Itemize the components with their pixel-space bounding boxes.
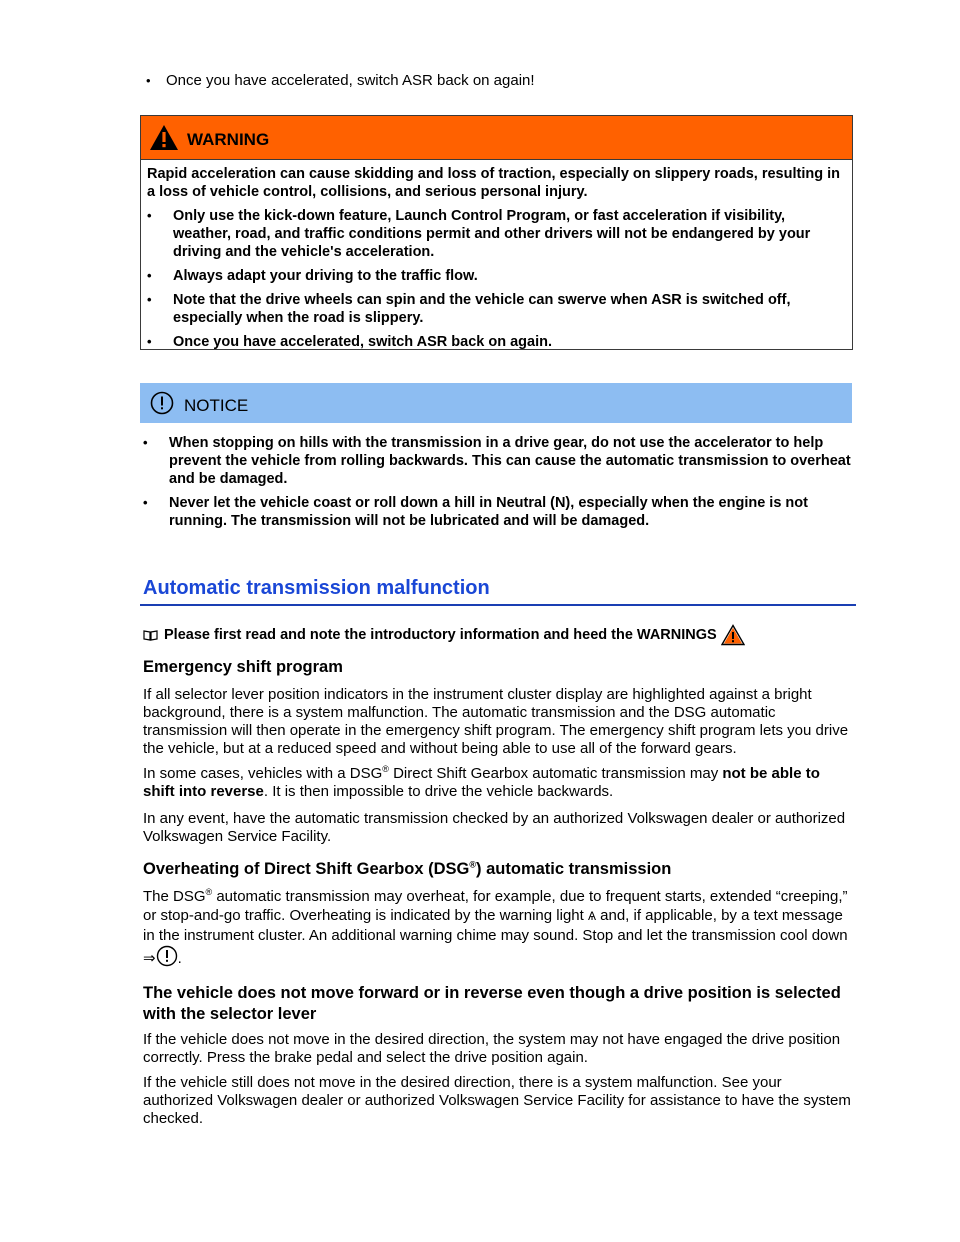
intro-text: Please first read and note the introductory information and heed the WARNINGS xyxy=(164,627,717,643)
emergency-paragraph-2: In some cases, vehicles with a DSG® Direct Shift Gearbox automatic transmission may not be able to shift into reverse. It is then impossible to drive the vehicle backwards. xyxy=(143,764,820,800)
warning-item: • Once you have accelerated, switch ASR back on again. xyxy=(147,334,553,350)
no-move-heading: The vehicle does not move forward or in reverse even though a drive position is selected with the selector lever xyxy=(143,984,841,1023)
no-move-paragraph-1: If the vehicle does not move in the desired direction, the system may not have engaged the drive position correctly. Press the brake pedal and select the drive position again. xyxy=(143,1031,841,1066)
book-icon xyxy=(143,629,158,641)
no-move-paragraph-2: If the vehicle still does not move in the desired direction, there is a system malfunction. See your authorized Volkswagen dealer or authorized Volkswagen Service Facility for assistance to have the system checked. xyxy=(143,1074,851,1127)
warning-item: • Always adapt your driving to the traffic flow. xyxy=(147,268,478,284)
notice-title: NOTICE xyxy=(184,396,249,415)
warning-triangle-icon xyxy=(149,124,179,151)
notice-header xyxy=(140,383,852,423)
warning-intro: Rapid acceleration can cause skidding and loss of traction, especially on slippery roads, resulting in a loss of vehicle control, collisions, and serious personal injury. xyxy=(147,166,840,200)
section-divider xyxy=(140,604,856,606)
warning-box xyxy=(140,115,853,350)
exclamation-circle-icon xyxy=(150,391,174,415)
notice-body xyxy=(143,434,855,536)
intro-line xyxy=(143,624,745,646)
top-bullet-item xyxy=(146,72,846,90)
warning-light-symbol: Ѧ xyxy=(587,909,596,923)
warning-header xyxy=(141,116,852,160)
arrow-symbol: ⇒ xyxy=(143,950,156,967)
warning-body xyxy=(141,160,852,351)
warning-item: • Only use the kick-down feature, Launch Control Program, or fast acceleration if visibility, weather, road, and traffic conditions permit and other drivers will not be endangered by your driving and the vehicle's acceleration. xyxy=(147,208,811,260)
notice-item: • When stopping on hills with the transmission in a drive gear, do not use the accelerator to help prevent the vehicle from rolling backwards. This can cause the automatic transmission to overheat and be damaged. xyxy=(143,435,851,487)
warning-triangle-icon[interactable] xyxy=(721,624,745,646)
exclamation-circle-icon[interactable] xyxy=(156,945,178,967)
emergency-heading: Emergency shift program xyxy=(143,658,343,676)
emergency-paragraph-1: If all selector lever position indicators in the instrument cluster display are highlighted against a bright background, there is a system malfunction. The automatic transmission and the DSG automatic transmission will then operate in the emergency shift program. The emergency shift program lets you drive the vehicle, but at a reduced speed and without being able to use all of the forward gears. xyxy=(143,686,849,757)
bullet-glyph: • xyxy=(146,73,151,88)
overheat-paragraph: The DSG® automatic transmission may overheat, for example, due to frequent starts, extended “creeping,” or stop-and-go traffic. Overheating is indicated by the warning light Ѧ and, if applicable, by a text message in the instrument cluster. An additional warning chime may sound. Stop and let the transmission cool down ⇒ . xyxy=(143,887,848,967)
overheat-heading: Overheating of Direct Shift Gearbox (DSG®) automatic transmission xyxy=(143,859,672,878)
section-title: Automatic transmission malfunction xyxy=(143,577,490,599)
top-bullet-text: Once you have accelerated, switch ASR back on again! xyxy=(166,72,535,89)
emergency-paragraph-3: In any event, have the automatic transmission checked by an authorized Volkswagen dealer or authorized Volkswagen Service Facility. xyxy=(143,810,846,845)
warning-title: WARNING xyxy=(187,129,270,149)
warning-item: • Note that the drive wheels can spin and the vehicle can swerve when ASR is switched off, especially when the road is slippery. xyxy=(147,292,791,326)
notice-item: • Never let the vehicle coast or roll down a hill in Neutral (N), especially when the engine is not running. The transmission will not be lubricated and will be damaged. xyxy=(143,495,808,529)
